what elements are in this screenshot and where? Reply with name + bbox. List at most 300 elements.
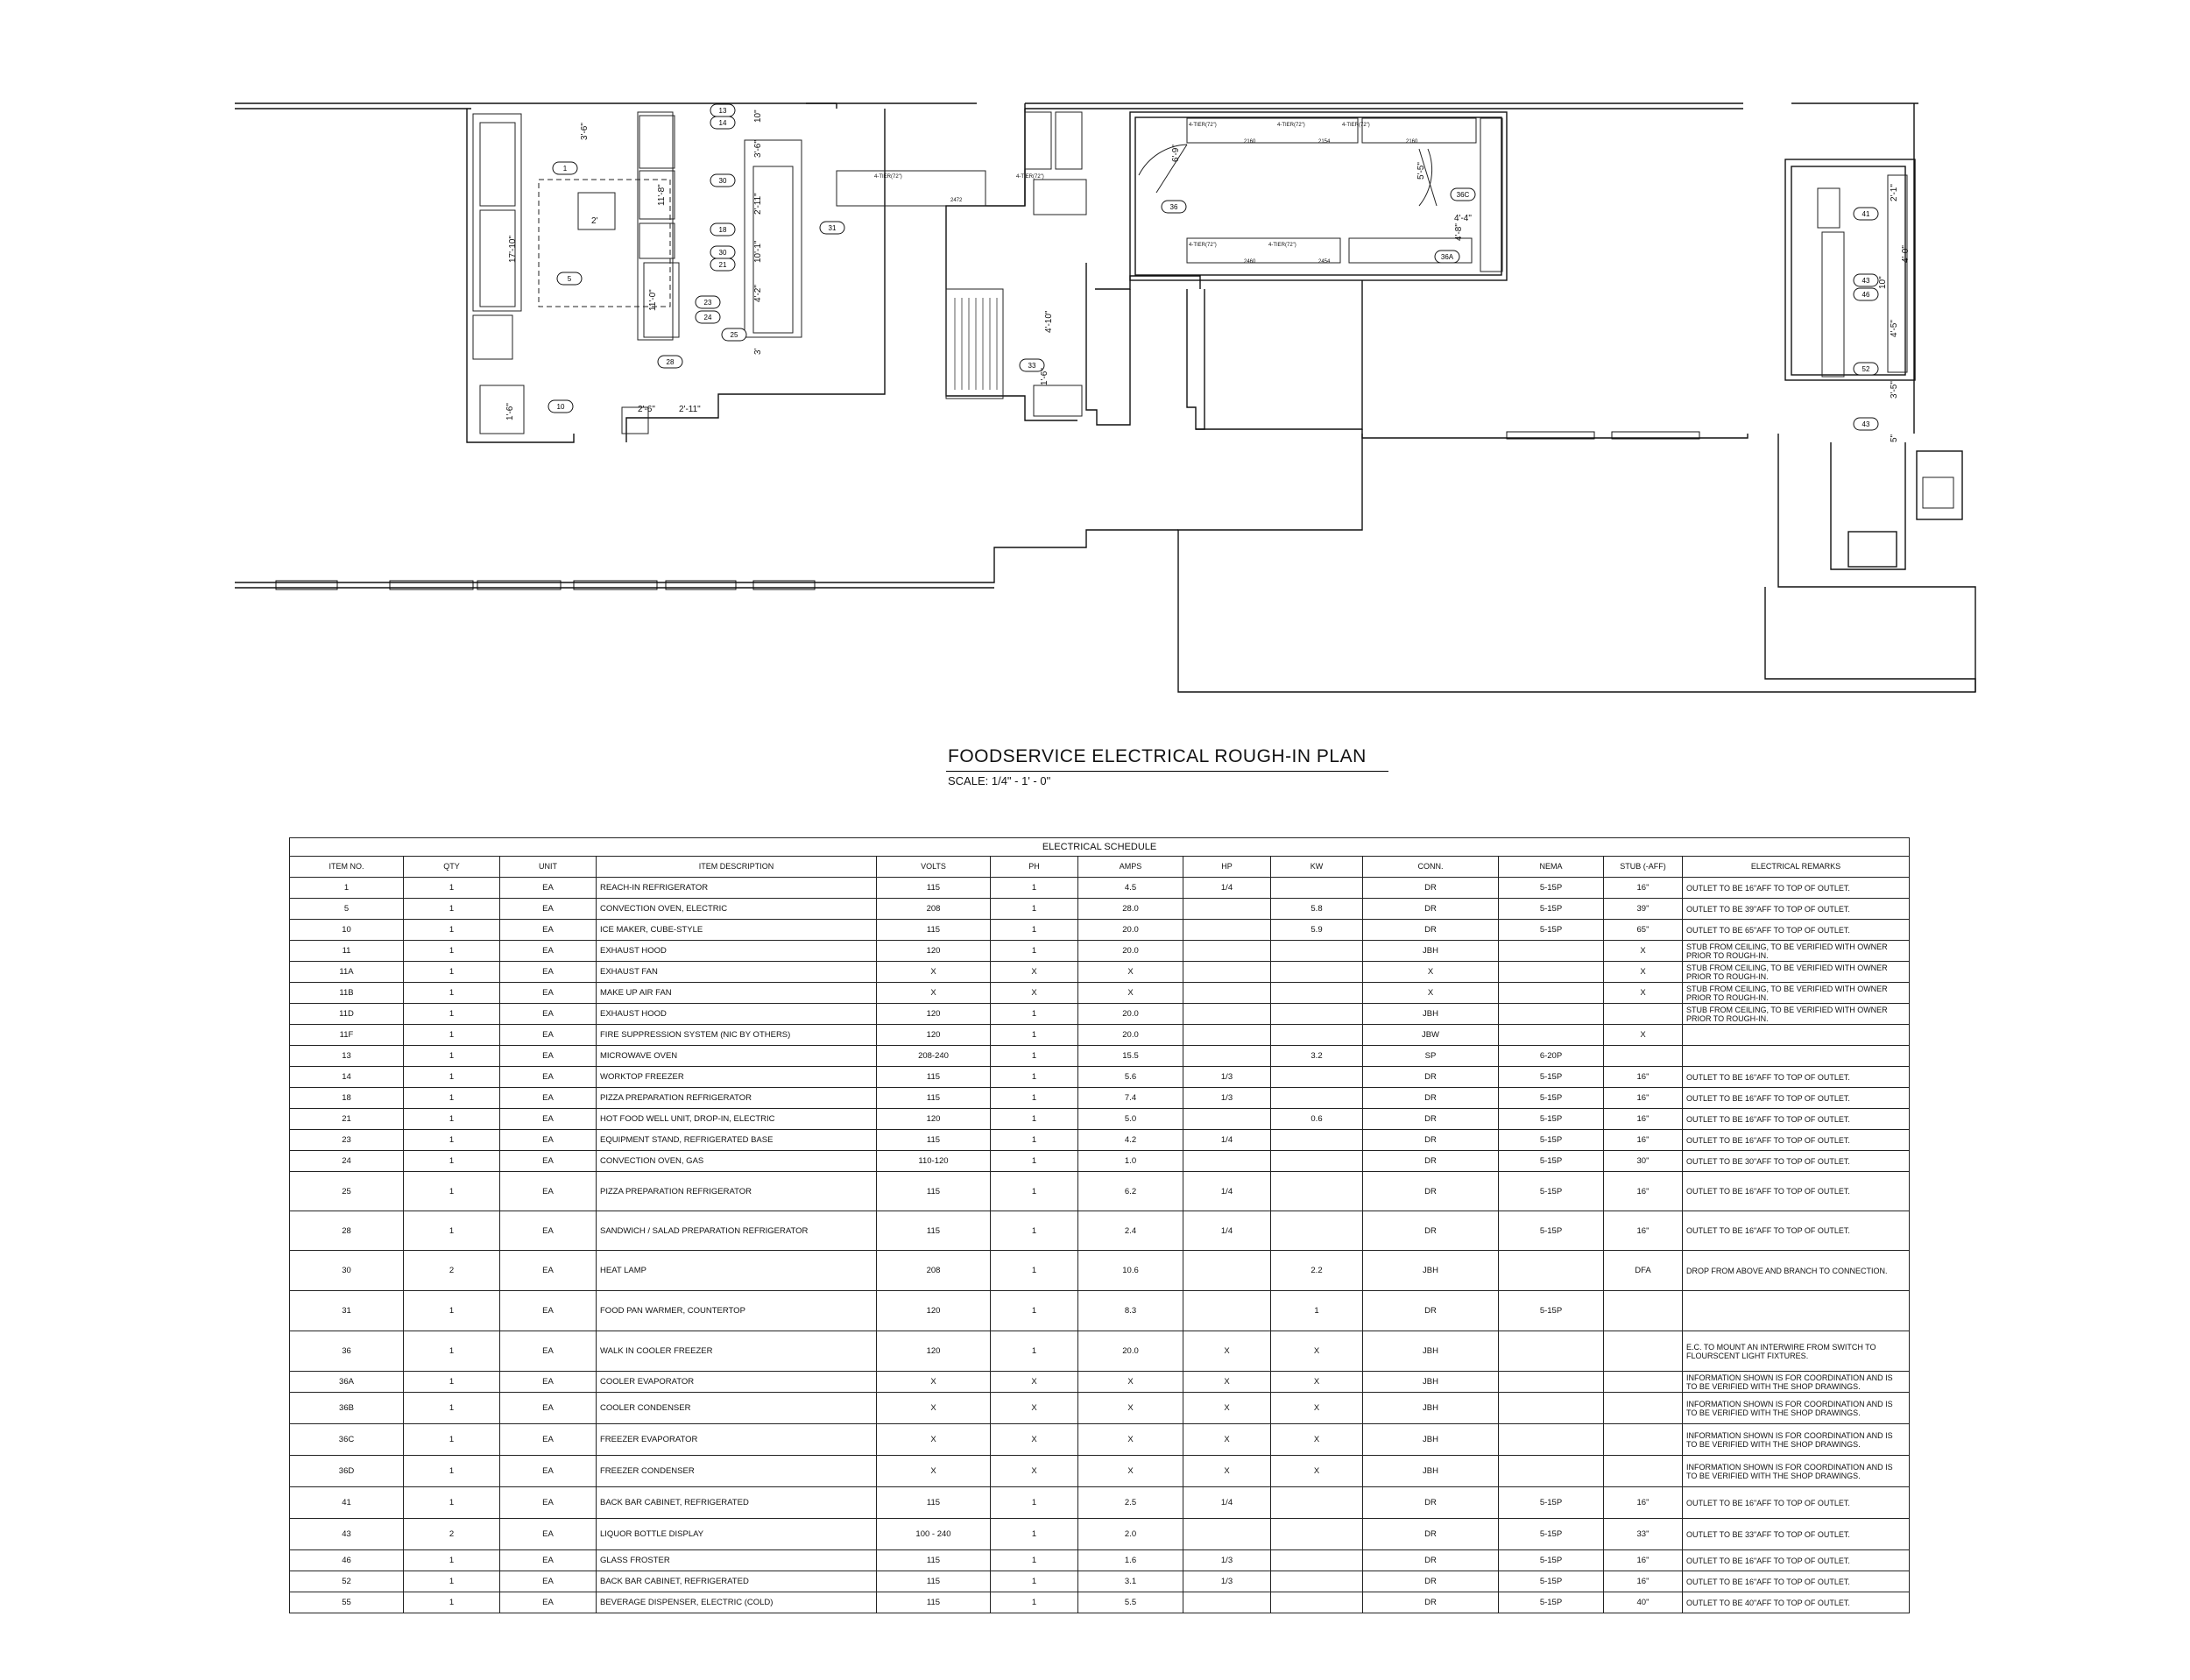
schedule-header-cell: NEMA — [1499, 857, 1604, 878]
item-tag — [710, 258, 735, 271]
schedule-cell — [1604, 1456, 1683, 1487]
item-tag-label: 31 — [828, 224, 837, 232]
item-tag — [1854, 288, 1878, 300]
schedule-cell: 1 — [404, 1291, 500, 1331]
schedule-cell: 1 — [991, 1331, 1078, 1372]
schedule-cell: JBH — [1363, 1331, 1499, 1372]
schedule-cell: X — [991, 1393, 1078, 1424]
item-tag-label: 30 — [718, 249, 727, 257]
schedule-cell: JBH — [1363, 1393, 1499, 1424]
schedule-cell — [1183, 899, 1271, 920]
schedule-cell: 115 — [877, 878, 991, 899]
schedule-cell — [1271, 1130, 1363, 1151]
schedule-cell: 16" — [1604, 1172, 1683, 1211]
schedule-cell: 28.0 — [1078, 899, 1183, 920]
shelf-label: 4-TIER(72") — [1342, 123, 1370, 128]
schedule-cell: X — [991, 1372, 1078, 1393]
schedule-cell: FIRE SUPPRESSION SYSTEM (NIC BY OTHERS) — [597, 1025, 877, 1046]
schedule-cell: 16" — [1604, 1487, 1683, 1519]
schedule-cell: OUTLET TO BE 30"AFF TO TOP OF OUTLET. — [1683, 1151, 1910, 1172]
schedule-cell: JBW — [1363, 1025, 1499, 1046]
kitchen-equipment — [473, 112, 1953, 508]
schedule-cell: 16" — [1604, 878, 1683, 899]
schedule-row — [290, 1251, 1910, 1291]
schedule-cell: 5.9 — [1271, 920, 1363, 941]
schedule-cell: X — [877, 962, 991, 983]
shelf-number: 2160 — [1406, 139, 1418, 145]
schedule-row — [290, 878, 1910, 899]
schedule-cell: 1 — [991, 1151, 1078, 1172]
floor-plan-drawing — [0, 0, 2190, 736]
schedule-cell: 5-15P — [1499, 1088, 1604, 1109]
item-tag-label: 1 — [562, 165, 568, 173]
schedule-cell: 5-15P — [1499, 1130, 1604, 1151]
schedule-row — [290, 1393, 1910, 1424]
schedule-cell: 1 — [991, 1211, 1078, 1251]
schedule-header-row — [290, 857, 1910, 878]
schedule-cell: 1 — [404, 1571, 500, 1592]
item-tag-label: 36C — [1456, 191, 1470, 199]
schedule-cell: JBH — [1363, 941, 1499, 962]
schedule-cell: EA — [500, 899, 597, 920]
schedule-cell: EA — [500, 1291, 597, 1331]
schedule-cell: 115 — [877, 1130, 991, 1151]
schedule-cell: OUTLET TO BE 16"AFF TO TOP OF OUTLET. — [1683, 878, 1910, 899]
item-tag — [1854, 208, 1878, 220]
schedule-cell: 1/3 — [1183, 1550, 1271, 1571]
schedule-cell: 21 — [290, 1109, 404, 1130]
schedule-cell: HOT FOOD WELL UNIT, DROP-IN, ELECTRIC — [597, 1109, 877, 1130]
schedule-cell: 1/4 — [1183, 1172, 1271, 1211]
schedule-cell — [1271, 1571, 1363, 1592]
schedule-cell: DR — [1363, 1487, 1499, 1519]
schedule-cell: EA — [500, 962, 597, 983]
schedule-cell: 5.8 — [1271, 899, 1363, 920]
schedule-cell — [1183, 1291, 1271, 1331]
schedule-cell: DR — [1363, 1130, 1499, 1151]
schedule-cell: 1 — [404, 920, 500, 941]
dimension-label: 4'-8" — [1454, 223, 1464, 241]
schedule-cell: X — [1183, 1424, 1271, 1456]
schedule-cell: E.C. TO MOUNT AN INTERWIRE FROM SWITCH TO FLOURSCENT LIGHT FIXTURES. — [1683, 1331, 1910, 1372]
schedule-cell: 208 — [877, 899, 991, 920]
schedule-cell: 2.2 — [1271, 1251, 1363, 1291]
schedule-cell: DR — [1363, 920, 1499, 941]
schedule-cell: 1 — [404, 1487, 500, 1519]
schedule-cell: 1 — [991, 1025, 1078, 1046]
schedule-cell — [1183, 1519, 1271, 1550]
schedule-cell: X — [877, 1372, 991, 1393]
schedule-cell: DR — [1363, 1067, 1499, 1088]
schedule-cell: 16" — [1604, 1211, 1683, 1251]
dimension-label: 4'-4" — [1454, 214, 1472, 223]
shelf-labels — [874, 123, 1418, 265]
plan-scale: SCALE: 1/4" - 1' - 0" — [948, 774, 1051, 787]
schedule-cell: EA — [500, 1046, 597, 1067]
schedule-cell: 115 — [877, 1487, 991, 1519]
item-tag — [1854, 363, 1878, 375]
schedule-cell — [1604, 1291, 1683, 1331]
schedule-row — [290, 941, 1910, 962]
schedule-cell — [1604, 1004, 1683, 1025]
schedule-cell: EA — [500, 1251, 597, 1291]
item-tag-label: 30 — [718, 177, 727, 185]
schedule-cell: 16" — [1604, 1109, 1683, 1130]
schedule-cell: EA — [500, 1487, 597, 1519]
schedule-cell: 2.0 — [1078, 1519, 1183, 1550]
schedule-cell: 1 — [404, 1372, 500, 1393]
schedule-cell: 3.1 — [1078, 1571, 1183, 1592]
schedule-cell: 20.0 — [1078, 1004, 1183, 1025]
schedule-cell: 31 — [290, 1291, 404, 1331]
schedule-cell: 1 — [404, 1130, 500, 1151]
schedule-cell: OUTLET TO BE 33"AFF TO TOP OF OUTLET. — [1683, 1519, 1910, 1550]
schedule-cell: 120 — [877, 1004, 991, 1025]
schedule-cell: EA — [500, 1592, 597, 1613]
schedule-cell: 8.3 — [1078, 1291, 1183, 1331]
schedule-cell: X — [1183, 1456, 1271, 1487]
schedule-cell: 1 — [404, 1211, 500, 1251]
dimension-label: 2'-11" — [753, 193, 763, 215]
schedule-cell: BEVERAGE DISPENSER, ELECTRIC (COLD) — [597, 1592, 877, 1613]
shelf-label: 4-TIER(72") — [1189, 123, 1217, 128]
schedule-row — [290, 1130, 1910, 1151]
schedule-cell: 16" — [1604, 1571, 1683, 1592]
schedule-cell: 20.0 — [1078, 1025, 1183, 1046]
schedule-cell — [1604, 1331, 1683, 1372]
shelf-label: 4-TIER(72") — [1189, 243, 1217, 248]
schedule-cell: X — [1363, 962, 1499, 983]
schedule-cell — [1683, 1291, 1910, 1331]
shelf-label: 4-TIER(72") — [874, 174, 902, 180]
schedule-cell: 1 — [991, 941, 1078, 962]
schedule-row — [290, 1291, 1910, 1331]
schedule-cell: 7.4 — [1078, 1088, 1183, 1109]
schedule-cell — [1499, 1331, 1604, 1372]
schedule-cell: 5-15P — [1499, 1172, 1604, 1211]
schedule-cell: 15.5 — [1078, 1046, 1183, 1067]
schedule-cell: OUTLET TO BE 16"AFF TO TOP OF OUTLET. — [1683, 1172, 1910, 1211]
schedule-cell: 110-120 — [877, 1151, 991, 1172]
schedule-cell: INFORMATION SHOWN IS FOR COORDINATION AND IS TO BE VERIFIED WITH THE SHOP DRAWINGS. — [1683, 1424, 1910, 1456]
schedule-cell — [1499, 1251, 1604, 1291]
schedule-cell: 5-15P — [1499, 899, 1604, 920]
schedule-cell: FREEZER CONDENSER — [597, 1456, 877, 1487]
schedule-cell: OUTLET TO BE 16"AFF TO TOP OF OUTLET. — [1683, 1211, 1910, 1251]
schedule-cell: X — [1604, 962, 1683, 983]
schedule-cell: X — [1604, 983, 1683, 1004]
schedule-cell: INFORMATION SHOWN IS FOR COORDINATION AND IS TO BE VERIFIED WITH THE SHOP DRAWINGS. — [1683, 1456, 1910, 1487]
item-tag-label: 21 — [718, 261, 727, 269]
schedule-cell: 1/4 — [1183, 1487, 1271, 1519]
schedule-cell: 1 — [290, 878, 404, 899]
dimension-label: 3'-6" — [580, 123, 590, 140]
schedule-cell: 40" — [1604, 1592, 1683, 1613]
schedule-cell: 16" — [1604, 1088, 1683, 1109]
schedule-cell: 1.0 — [1078, 1151, 1183, 1172]
schedule-cell: 208-240 — [877, 1046, 991, 1067]
schedule-cell: EA — [500, 1550, 597, 1571]
dimension-label: 1'-6" — [505, 403, 515, 420]
schedule-header-cell: VOLTS — [877, 857, 991, 878]
schedule-cell — [1683, 1025, 1910, 1046]
dimension-label: 2'-1" — [1890, 184, 1899, 201]
schedule-cell: EA — [500, 1519, 597, 1550]
schedule-cell: OUTLET TO BE 16"AFF TO TOP OF OUTLET. — [1683, 1550, 1910, 1571]
schedule-cell: 1 — [404, 899, 500, 920]
schedule-cell: 1/4 — [1183, 878, 1271, 899]
item-tag-label: 24 — [703, 314, 712, 321]
schedule-cell — [1604, 1372, 1683, 1393]
schedule-cell: COOLER CONDENSER — [597, 1393, 877, 1424]
schedule-cell: 23 — [290, 1130, 404, 1151]
schedule-cell: 11F — [290, 1025, 404, 1046]
schedule-cell: EA — [500, 1424, 597, 1456]
schedule-cell: 2.5 — [1078, 1487, 1183, 1519]
schedule-cell: 6-20P — [1499, 1046, 1604, 1067]
schedule-cell: CONVECTION OVEN, GAS — [597, 1151, 877, 1172]
item-tags — [548, 104, 1878, 430]
schedule-cell: 41 — [290, 1487, 404, 1519]
schedule-cell: 1/3 — [1183, 1088, 1271, 1109]
dimension-label: 2'-6" — [638, 405, 655, 414]
schedule-cell: 14 — [290, 1067, 404, 1088]
shelf-number: 2160 — [1244, 139, 1256, 145]
schedule-cell — [1183, 983, 1271, 1004]
item-tag — [1435, 251, 1459, 263]
schedule-cell — [1271, 1211, 1363, 1251]
schedule-cell: 1 — [404, 962, 500, 983]
schedule-cell: X — [991, 1424, 1078, 1456]
schedule-cell: WORKTOP FREEZER — [597, 1067, 877, 1088]
schedule-cell: 11A — [290, 962, 404, 983]
shelf-label: 4-TIER(72") — [1277, 123, 1305, 128]
schedule-cell: 4.2 — [1078, 1130, 1183, 1151]
schedule-row — [290, 1487, 1910, 1519]
schedule-cell: X — [877, 983, 991, 1004]
schedule-cell: OUTLET TO BE 40"AFF TO TOP OF OUTLET. — [1683, 1592, 1910, 1613]
schedule-cell: EA — [500, 1172, 597, 1211]
schedule-cell — [1271, 1067, 1363, 1088]
item-tag — [557, 272, 582, 285]
schedule-cell: X — [1183, 1331, 1271, 1372]
schedule-cell: STUB FROM CEILING, TO BE VERIFIED WITH OWNER PRIOR TO ROUGH-IN. — [1683, 1004, 1910, 1025]
schedule-cell: 1 — [991, 1571, 1078, 1592]
schedule-cell: X — [1271, 1456, 1363, 1487]
schedule-cell: X — [991, 1456, 1078, 1487]
schedule-cell — [1271, 1487, 1363, 1519]
schedule-cell: EA — [500, 941, 597, 962]
schedule-cell — [1499, 962, 1604, 983]
schedule-cell: 1 — [404, 1592, 500, 1613]
schedule-cell: 30" — [1604, 1151, 1683, 1172]
schedule-header-cell: HP — [1183, 857, 1271, 878]
schedule-cell: DR — [1363, 1088, 1499, 1109]
schedule-cell: DROP FROM ABOVE AND BRANCH TO CONNECTION. — [1683, 1251, 1910, 1291]
item-tag — [710, 116, 735, 129]
schedule-cell: 16" — [1604, 1130, 1683, 1151]
door-swings — [1139, 145, 1437, 206]
schedule-cell — [1499, 1456, 1604, 1487]
item-tag-label: 52 — [1862, 365, 1870, 373]
item-tag — [696, 311, 720, 323]
schedule-cell: 11 — [290, 941, 404, 962]
schedule-cell: X — [1078, 1372, 1183, 1393]
schedule-cell: 1 — [404, 1550, 500, 1571]
item-tag-label: 36A — [1440, 253, 1454, 261]
schedule-cell — [1183, 1151, 1271, 1172]
schedule-cell: 1 — [991, 1046, 1078, 1067]
schedule-cell: 115 — [877, 1088, 991, 1109]
item-tag-label: 25 — [730, 331, 738, 339]
schedule-row — [290, 1331, 1910, 1372]
schedule-cell: EA — [500, 920, 597, 941]
schedule-cell: 36 — [290, 1331, 404, 1372]
schedule-cell: JBH — [1363, 1004, 1499, 1025]
item-tag — [548, 400, 573, 413]
schedule-row — [290, 1571, 1910, 1592]
schedule-cell: 1 — [404, 941, 500, 962]
schedule-cell: OUTLET TO BE 39"AFF TO TOP OF OUTLET. — [1683, 899, 1910, 920]
dimension-label: 5'-5" — [1416, 162, 1426, 180]
shelf-number: 2454 — [1318, 259, 1331, 265]
schedule-cell: 1 — [404, 1109, 500, 1130]
schedule-cell — [1183, 920, 1271, 941]
schedule-cell: COOLER EVAPORATOR — [597, 1372, 877, 1393]
schedule-cell: 20.0 — [1078, 941, 1183, 962]
schedule-cell — [1183, 1109, 1271, 1130]
item-tag — [1451, 188, 1475, 201]
schedule-cell: 36C — [290, 1424, 404, 1456]
schedule-cell: 11D — [290, 1004, 404, 1025]
schedule-cell: INFORMATION SHOWN IS FOR COORDINATION AND IS TO BE VERIFIED WITH THE SHOP DRAWINGS. — [1683, 1372, 1910, 1393]
schedule-cell — [1271, 1004, 1363, 1025]
schedule-cell: 4.5 — [1078, 878, 1183, 899]
schedule-cell: 5-15P — [1499, 1487, 1604, 1519]
schedule-cell: X — [1363, 983, 1499, 1004]
item-tag — [710, 246, 735, 258]
dimension-label: 10" — [1878, 276, 1888, 289]
schedule-header-cell: UNIT — [500, 857, 597, 878]
dimension-label: 3'-6" — [753, 140, 763, 158]
dimension-label: 2'-11" — [679, 405, 701, 414]
dimension-strings — [505, 109, 1911, 442]
schedule-cell: 5.5 — [1078, 1592, 1183, 1613]
schedule-header-cell: PH — [991, 857, 1078, 878]
schedule-header-cell: STUB (-AFF) — [1604, 857, 1683, 878]
shelf-label: 4-TIER(72") — [1268, 243, 1296, 248]
schedule-cell: EA — [500, 878, 597, 899]
schedule-cell: 1 — [991, 1550, 1078, 1571]
schedule-cell: X — [1078, 1456, 1183, 1487]
schedule-cell: OUTLET TO BE 16"AFF TO TOP OF OUTLET. — [1683, 1088, 1910, 1109]
schedule-cell: DR — [1363, 878, 1499, 899]
schedule-cell: 11B — [290, 983, 404, 1004]
item-tag — [696, 296, 720, 308]
schedule-cell: 1 — [991, 1067, 1078, 1088]
schedule-cell: DR — [1363, 1109, 1499, 1130]
schedule-cell: 36B — [290, 1393, 404, 1424]
schedule-body — [290, 857, 1910, 1613]
schedule-cell: X — [1271, 1424, 1363, 1456]
schedule-cell: EA — [500, 1130, 597, 1151]
schedule-cell: 2 — [404, 1251, 500, 1291]
item-tag-label: 36 — [1169, 203, 1178, 211]
schedule-cell: JBH — [1363, 1424, 1499, 1456]
schedule-cell: EQUIPMENT STAND, REFRIGERATED BASE — [597, 1130, 877, 1151]
item-tag-label: 46 — [1862, 291, 1870, 299]
schedule-cell: 1 — [1271, 1291, 1363, 1331]
schedule-cell: 115 — [877, 1550, 991, 1571]
schedule-cell: FOOD PAN WARMER, COUNTERTOP — [597, 1291, 877, 1331]
schedule-row — [290, 899, 1910, 920]
schedule-cell — [1183, 1251, 1271, 1291]
schedule-cell: 5-15P — [1499, 878, 1604, 899]
schedule-cell — [1271, 1025, 1363, 1046]
schedule-cell: WALK IN COOLER FREEZER — [597, 1331, 877, 1372]
schedule-cell: 36A — [290, 1372, 404, 1393]
schedule-cell: X — [991, 983, 1078, 1004]
schedule-cell: 1 — [991, 1088, 1078, 1109]
schedule-cell: 1/4 — [1183, 1211, 1271, 1251]
schedule-cell — [1183, 1004, 1271, 1025]
dimension-label: 4'-10" — [1044, 310, 1054, 333]
schedule-cell: LIQUOR BOTTLE DISPLAY — [597, 1519, 877, 1550]
schedule-cell: X — [1183, 1393, 1271, 1424]
schedule-cell: EA — [500, 1571, 597, 1592]
schedule-cell: 115 — [877, 1592, 991, 1613]
schedule-cell: 1 — [404, 1088, 500, 1109]
item-tag — [1854, 418, 1878, 430]
dimension-label: 4'-0" — [1901, 245, 1911, 263]
schedule-cell: 1 — [404, 1025, 500, 1046]
schedule-cell: STUB FROM CEILING, TO BE VERIFIED WITH OWNER PRIOR TO ROUGH-IN. — [1683, 941, 1910, 962]
schedule-cell: EA — [500, 1372, 597, 1393]
schedule-cell: EA — [500, 1004, 597, 1025]
schedule-cell: JBH — [1363, 1251, 1499, 1291]
schedule-cell: OUTLET TO BE 65"AFF TO TOP OF OUTLET. — [1683, 920, 1910, 941]
schedule-cell: 1 — [404, 1424, 500, 1456]
schedule-cell: 33" — [1604, 1519, 1683, 1550]
schedule-cell: 1 — [991, 1251, 1078, 1291]
schedule-cell: PIZZA PREPARATION REFRIGERATOR — [597, 1088, 877, 1109]
schedule-cell: 115 — [877, 1172, 991, 1211]
schedule-cell: 1 — [991, 920, 1078, 941]
item-tag-label: 43 — [1862, 277, 1870, 285]
schedule-cell: MICROWAVE OVEN — [597, 1046, 877, 1067]
item-tag — [722, 328, 746, 341]
schedule-cell: 10 — [290, 920, 404, 941]
shelf-number: 2154 — [1318, 139, 1331, 145]
item-tag — [553, 162, 577, 174]
schedule-cell: 20.0 — [1078, 920, 1183, 941]
schedule-cell: 1 — [991, 1172, 1078, 1211]
schedule-cell: SANDWICH / SALAD PREPARATION REFRIGERATOR — [597, 1211, 877, 1251]
schedule-cell: OUTLET TO BE 16"AFF TO TOP OF OUTLET. — [1683, 1109, 1910, 1130]
item-tag — [658, 356, 682, 368]
item-tag-label: 10 — [556, 403, 565, 411]
schedule-cell: X — [877, 1393, 991, 1424]
schedule-cell — [1499, 983, 1604, 1004]
schedule-header-cell: AMPS — [1078, 857, 1183, 878]
schedule-cell: OUTLET TO BE 16"AFF TO TOP OF OUTLET. — [1683, 1571, 1910, 1592]
schedule-cell: EA — [500, 1331, 597, 1372]
schedule-cell: X — [991, 962, 1078, 983]
schedule-cell: 25 — [290, 1172, 404, 1211]
schedule-cell: 5-15P — [1499, 1592, 1604, 1613]
schedule-cell: 115 — [877, 920, 991, 941]
schedule-cell: 1 — [991, 878, 1078, 899]
